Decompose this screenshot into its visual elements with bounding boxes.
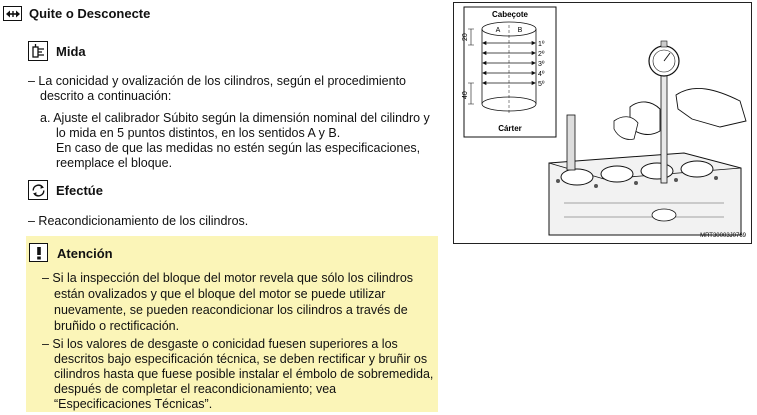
position-label-1: 1º bbox=[538, 41, 545, 48]
warning-item1-line-1: – Si la inspección del bloque del motor revela que sólo los cilindros bbox=[42, 271, 414, 285]
section-title-measure: Mida bbox=[56, 44, 86, 59]
double-arrow-icon bbox=[3, 6, 22, 21]
position-label-2: 2º bbox=[538, 51, 545, 58]
label-a: A bbox=[495, 27, 501, 34]
warning-item2-line-2: descritos bajo especificación técnica, se deben rectificar y bruñir os bbox=[54, 352, 428, 366]
measure-step-line-3: En caso de que las medidas no estén según las especificaciones, bbox=[56, 141, 421, 155]
measure-step-line-2: lo mida en 5 puntos distintos, en los sentidos A y B. bbox=[56, 126, 341, 140]
warning-title: Atención bbox=[57, 246, 113, 261]
warning-item2-line-3: cilindros hasta que fuese posible instalar el émbolo de sobremedida, bbox=[54, 367, 434, 381]
cycle-arrows-icon bbox=[28, 180, 48, 200]
warning-item1-line-4: bruñido o rectificación. bbox=[54, 319, 180, 333]
label-cabecote: Cabeçote bbox=[491, 10, 529, 19]
measure-step-line-1: a. Ajuste el calibrador Súbito según la dimensión nominal del cilindro y bbox=[40, 111, 430, 125]
warning-item1-line-3: nuevamente, se pueden reacondicionar los cilindros a través de bbox=[54, 303, 408, 317]
figure-code: MRT30003J0769 bbox=[700, 233, 746, 239]
warning-item2-line-5: “Especificaciones Técnicas”. bbox=[54, 397, 213, 411]
label-b: B bbox=[517, 27, 523, 34]
position-label-3: 3º bbox=[538, 61, 545, 68]
exclamation-icon bbox=[29, 243, 48, 262]
dimension-40: 40 bbox=[462, 91, 469, 99]
measure-gauge-icon bbox=[28, 41, 48, 61]
figure-illustration bbox=[454, 3, 751, 243]
measure-step-line-4: reemplace el bloque. bbox=[56, 156, 173, 170]
section-title-perform: Efectúe bbox=[56, 183, 103, 198]
position-label-4: 4º bbox=[538, 71, 545, 78]
section-title-remove: Quite o Desconecte bbox=[29, 6, 151, 21]
perform-line-1: – Reacondicionamiento de los cilindros. bbox=[28, 214, 249, 228]
position-label-5: 5º bbox=[538, 81, 545, 88]
warning-item2-line-1: – Si los valores de desgaste o conicidad fuesen superiores a los bbox=[42, 337, 398, 351]
dimension-20: 20 bbox=[462, 33, 469, 41]
label-carter: Cárter bbox=[498, 124, 522, 133]
measure-intro-line-1: – La conicidad y ovalización de los cilindros, según el procedimiento bbox=[28, 74, 406, 88]
warning-item2-line-4: después de completar el reacondicionamiento; vea bbox=[54, 382, 337, 396]
cylinder-measurement-figure bbox=[453, 2, 752, 244]
measure-intro-line-2: descrito a continuación: bbox=[40, 89, 172, 103]
warning-item1-line-2: están ovalizados y que el bloque del motor se puede utilizar bbox=[54, 287, 386, 301]
